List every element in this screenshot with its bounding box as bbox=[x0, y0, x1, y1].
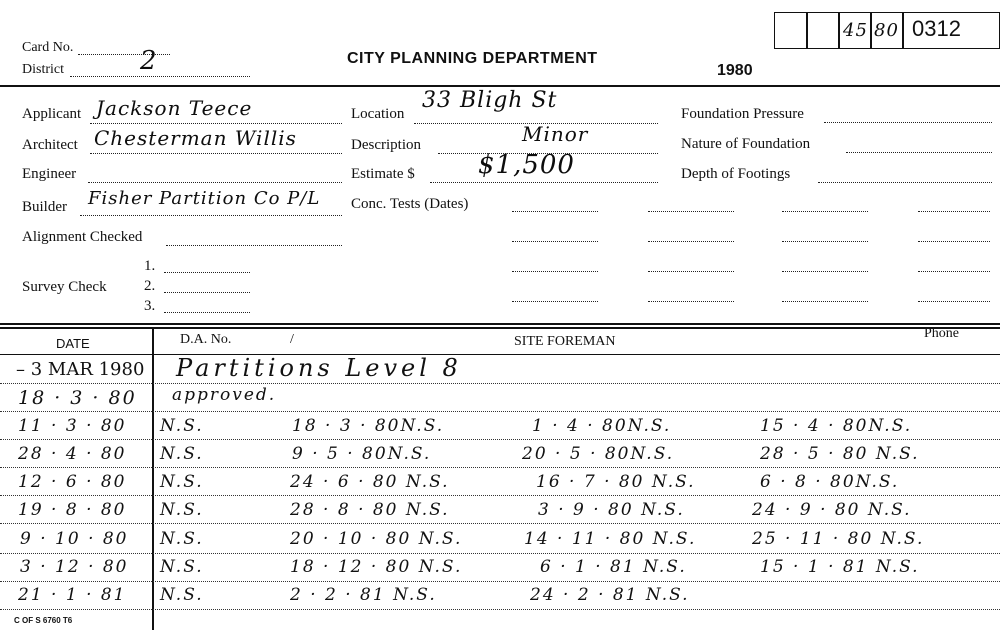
district-label: District bbox=[22, 62, 64, 77]
foundation-pressure-field bbox=[824, 122, 992, 123]
description-label: Description bbox=[351, 137, 421, 153]
department-title: CITY PLANNING DEPARTMENT bbox=[347, 50, 598, 67]
conc-tests-label: Conc. Tests (Dates) bbox=[351, 196, 469, 212]
district-value: 2 bbox=[140, 46, 158, 76]
table-row-entry: 6 · 1 · 81 N.S. bbox=[540, 557, 687, 577]
table-row-date: 11 · 3 · 80 bbox=[18, 416, 127, 436]
table-row-entry: 2 · 2 · 81 N.S. bbox=[290, 585, 437, 605]
phone-column-header: Phone bbox=[924, 326, 959, 341]
conc-field bbox=[512, 271, 598, 272]
conc-field bbox=[918, 211, 990, 212]
applicant-label: Applicant bbox=[22, 106, 82, 122]
engineer-label: Engineer bbox=[22, 166, 77, 182]
location-value: 33 Bligh St bbox=[422, 88, 558, 113]
conc-field bbox=[512, 241, 598, 242]
table-row-entry: 24 · 6 · 80 N.S. bbox=[290, 472, 450, 492]
table-row-date: – 3 MAR 1980 bbox=[16, 359, 145, 380]
foreman-column-header: SITE FOREMAN bbox=[514, 334, 616, 349]
header-divider bbox=[0, 85, 1000, 87]
row-line bbox=[0, 467, 1000, 468]
table-row-entry: 9 · 5 · 80N.S. bbox=[292, 444, 432, 464]
table-row-entry: 3 · 9 · 80 N.S. bbox=[538, 500, 685, 520]
survey-field-1 bbox=[164, 272, 250, 273]
survey-field-2 bbox=[164, 292, 250, 293]
row-line bbox=[0, 553, 1000, 554]
year: 1980 bbox=[717, 62, 753, 79]
estimate-field bbox=[430, 182, 658, 183]
builder-label: Builder bbox=[22, 199, 67, 215]
table-row-entry: Partitions Level 8 bbox=[176, 354, 462, 382]
table-top-border-2 bbox=[0, 327, 1000, 329]
date-column-header: DATE bbox=[56, 336, 90, 351]
conc-field bbox=[918, 241, 990, 242]
nature-foundation-label: Nature of Foundation bbox=[681, 136, 811, 152]
da-column-header: D.A. No. bbox=[180, 332, 232, 347]
table-row-entry: 18 · 12 · 80 N.S. bbox=[290, 557, 463, 577]
row-line bbox=[0, 523, 1000, 524]
conc-field bbox=[648, 301, 734, 302]
table-row-entry: N.S. bbox=[160, 529, 204, 549]
table-row-date: 3 · 12 · 80 bbox=[20, 557, 129, 577]
ref-divider bbox=[870, 12, 872, 48]
conc-field bbox=[782, 271, 868, 272]
table-row-entry: 18 · 3 · 80N.S. bbox=[292, 416, 445, 436]
architect-label: Architect bbox=[22, 137, 78, 153]
ref-divider bbox=[902, 12, 904, 48]
survey-num-1: 1. bbox=[144, 258, 156, 274]
estimate-value: $1,500 bbox=[478, 150, 575, 180]
table-row-entry: 14 · 11 · 80 N.S. bbox=[524, 529, 697, 549]
table-row-date: 18 · 3 · 80 bbox=[18, 387, 137, 409]
table-row-entry: 20 · 5 · 80N.S. bbox=[522, 444, 675, 464]
table-row-date: 9 · 10 · 80 bbox=[20, 529, 129, 549]
location-label: Location bbox=[351, 106, 405, 122]
row-line bbox=[0, 581, 1000, 582]
district-field bbox=[70, 76, 250, 77]
description-value: Minor bbox=[522, 122, 589, 146]
table-row-entry: 28 · 5 · 80 N.S. bbox=[760, 444, 920, 464]
engineer-field bbox=[88, 182, 342, 183]
table-row-entry: 24 · 9 · 80 N.S. bbox=[752, 500, 912, 520]
ref-value-45: 45 bbox=[843, 20, 868, 41]
depth-footings-field bbox=[818, 182, 992, 183]
estimate-label: Estimate $ bbox=[351, 166, 415, 182]
table-top-border bbox=[0, 323, 1000, 325]
conc-field bbox=[782, 241, 868, 242]
card-no-label: Card No. bbox=[22, 40, 74, 55]
table-row-entry: 25 · 11 · 80 N.S. bbox=[752, 529, 925, 549]
table-row-entry: N.S. bbox=[160, 444, 204, 464]
row-line bbox=[0, 383, 1000, 384]
conc-field bbox=[648, 211, 734, 212]
survey-label: Survey Check bbox=[22, 279, 107, 295]
table-row-entry: 20 · 10 · 80 N.S. bbox=[290, 529, 463, 549]
applicant-field bbox=[90, 123, 342, 124]
row-line bbox=[0, 411, 1000, 412]
header-row-line bbox=[0, 354, 1000, 355]
conc-field bbox=[512, 301, 598, 302]
ref-value-80: 80 bbox=[874, 20, 899, 41]
table-row-entry: 15 · 4 · 80N.S. bbox=[760, 416, 913, 436]
conc-field bbox=[648, 271, 734, 272]
ref-divider bbox=[838, 12, 840, 48]
table-row-entry: 1 · 4 · 80N.S. bbox=[532, 416, 672, 436]
architect-value: Chesterman Willis bbox=[94, 126, 297, 150]
row-line bbox=[0, 495, 1000, 496]
foundation-pressure-label: Foundation Pressure bbox=[681, 106, 804, 122]
ref-divider bbox=[806, 12, 808, 48]
conc-field bbox=[918, 271, 990, 272]
table-row-entry: N.S. bbox=[160, 585, 204, 605]
table-row-entry: 16 · 7 · 80 N.S. bbox=[536, 472, 696, 492]
depth-footings-label: Depth of Footings bbox=[681, 166, 791, 182]
survey-num-2: 2. bbox=[144, 278, 156, 294]
conc-field bbox=[648, 241, 734, 242]
table-row-date: 12 · 6 · 80 bbox=[18, 472, 127, 492]
table-row-entry: N.S. bbox=[160, 416, 204, 436]
table-row-date: 28 · 4 · 80 bbox=[18, 444, 127, 464]
table-row-entry: N.S. bbox=[160, 500, 204, 520]
conc-field bbox=[918, 301, 990, 302]
row-line bbox=[0, 439, 1000, 440]
alignment-field bbox=[166, 245, 342, 246]
table-row-entry: 28 · 8 · 80 N.S. bbox=[290, 500, 450, 520]
table-row-entry: 15 · 1 · 81 N.S. bbox=[760, 557, 920, 577]
table-row-date: 19 · 8 · 80 bbox=[18, 500, 127, 520]
survey-num-3: 3. bbox=[144, 298, 156, 314]
applicant-value: Jackson Teece bbox=[96, 96, 253, 120]
builder-value: Fisher Partition Co P/L bbox=[88, 188, 321, 209]
builder-field bbox=[80, 215, 342, 216]
table-row-entry: N.S. bbox=[160, 472, 204, 492]
row-line bbox=[0, 609, 1000, 610]
da-mark: / bbox=[290, 332, 294, 347]
table-row-entry: 24 · 2 · 81 N.S. bbox=[530, 585, 690, 605]
conc-field bbox=[782, 301, 868, 302]
nature-foundation-field bbox=[846, 152, 992, 153]
table-row-entry: 6 · 8 · 80N.S. bbox=[760, 472, 900, 492]
form-code: C OF S 6760 T6 bbox=[14, 616, 73, 625]
date-column-divider bbox=[152, 328, 154, 630]
conc-field bbox=[782, 211, 868, 212]
ref-value-number: 0312 bbox=[912, 16, 961, 41]
table-row-entry: approved. bbox=[172, 385, 277, 405]
alignment-label: Alignment Checked bbox=[22, 229, 143, 245]
table-row-entry: N.S. bbox=[160, 557, 204, 577]
conc-field bbox=[512, 211, 598, 212]
architect-field bbox=[90, 153, 342, 154]
table-row-date: 21 · 1 · 81 bbox=[18, 585, 127, 605]
survey-field-3 bbox=[164, 312, 250, 313]
